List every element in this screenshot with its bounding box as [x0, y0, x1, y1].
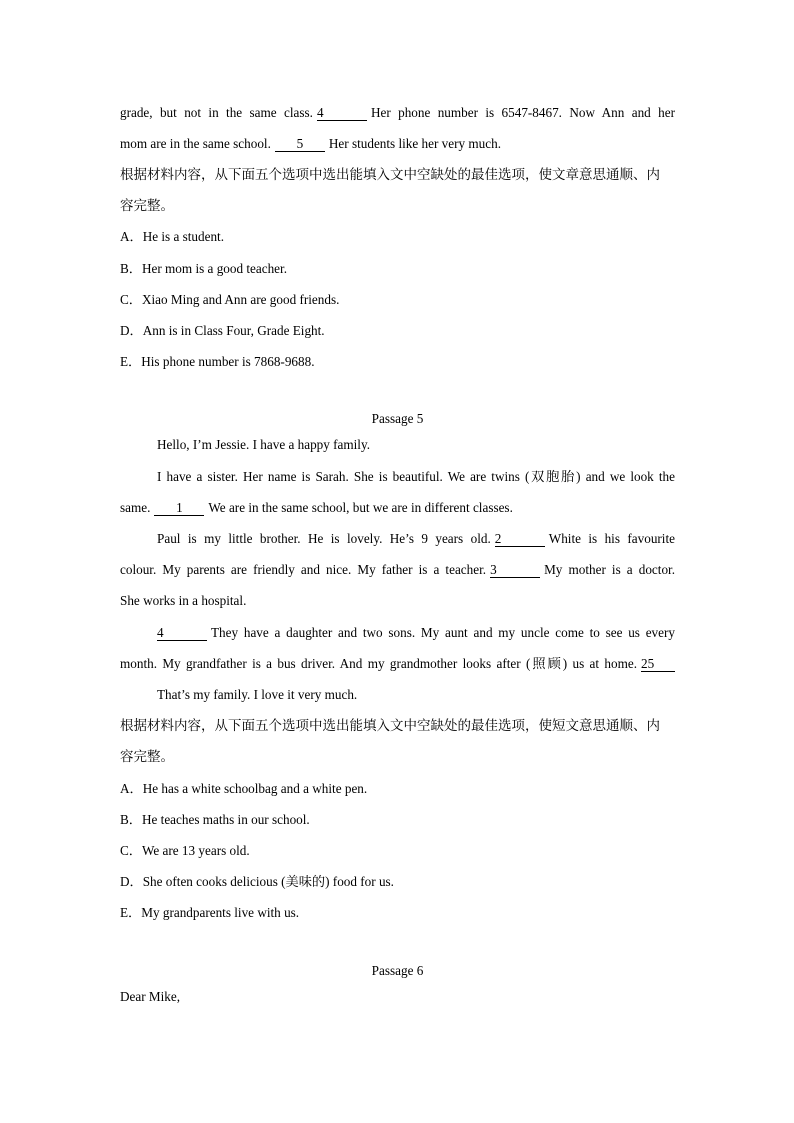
- passage5-option-b: B．He teaches maths in our school.: [120, 812, 310, 827]
- passage5-option-c: C．We are 13 years old.: [120, 843, 250, 858]
- text-segment: mom are in the same school.: [120, 136, 271, 151]
- text-segment: My mother is a doctor.: [544, 562, 675, 577]
- answer-blank: 5: [275, 136, 325, 152]
- answer-blank: 25: [641, 656, 675, 672]
- passage5-instruction-line-1: 根据材料内容，从下面五个选项中选出能填入文中空缺处的最佳选项，使短文意思通顺、内: [120, 718, 660, 734]
- passage4-option-c: C．Xiao Ming and Ann are good friends.: [120, 292, 340, 307]
- passage5-paragraph-4-line-1: [157, 624, 675, 642]
- text-segment: colour. My parents are friendly and nice. My father is a teacher.: [120, 562, 487, 577]
- text-segment: They have a daughter and two sons. My aunt and my uncle come to see us every: [211, 625, 675, 640]
- passage5-option-a: A．He has a white schoolbag and a white pen.: [120, 781, 368, 796]
- passage5-option-d: D．She often cooks delicious (美味的) food for us.: [120, 874, 394, 889]
- passage5-paragraph-2-line-1: I have a sister. Her name is Sarah. She is beautiful. We are twins (双胞胎) and we look the: [157, 469, 675, 484]
- passage5-paragraph-5: That’s my family. I love it very much.: [157, 687, 358, 702]
- passage5-option-e: E．My grandparents live with us.: [120, 905, 300, 920]
- passage6-title: Passage 6: [371, 963, 424, 978]
- text-segment: Her phone number is 6547-8467. Now Ann and her: [370, 105, 675, 120]
- text-segment: Her students like her very much.: [328, 136, 502, 151]
- answer-blank: 3: [490, 562, 540, 578]
- answer-blank: 4: [317, 105, 367, 121]
- passage5-paragraph-1: Hello, I’m Jessie. I have a happy family.: [157, 437, 371, 452]
- answer-blank: 4: [157, 625, 207, 641]
- text-segment: We are in the same school, but we are in different classes.: [208, 500, 513, 515]
- passage5-paragraph-3-line-3: She works in a hospital.: [120, 593, 247, 608]
- passage4-line-1: [120, 104, 675, 122]
- passage5-title: Passage 5: [371, 411, 424, 426]
- passage5-paragraph-2-line-2: [120, 499, 675, 517]
- passage4-option-b: B．Her mom is a good teacher.: [120, 261, 288, 276]
- passage4-option-d: D．Ann is in Class Four, Grade Eight.: [120, 323, 325, 338]
- passage4-option-a: A．He is a student.: [120, 229, 225, 244]
- passage6-greeting: Dear Mike,: [120, 989, 181, 1004]
- passage5-paragraph-3-line-2: [120, 561, 675, 579]
- passage5-paragraph-3-line-1: [157, 530, 675, 548]
- passage4-instruction-line-2: 容完整。: [120, 198, 174, 214]
- text-segment: grade, but not in the same class.: [120, 105, 313, 120]
- text-segment: same.: [120, 500, 151, 515]
- passage5-instruction-line-2: 容完整。: [120, 749, 174, 765]
- text-segment: White is his favourite: [548, 531, 675, 546]
- answer-blank: 2: [495, 531, 545, 547]
- passage4-instruction-line-1: 根据材料内容，从下面五个选项中选出能填入文中空缺处的最佳选项，使文章意思通顺、内: [120, 167, 660, 183]
- passage4-line-2: [120, 135, 675, 153]
- passage4-option-e: E．His phone number is 7868-9688.: [120, 354, 315, 369]
- answer-blank: 1: [154, 500, 204, 516]
- passage5-paragraph-4-line-2: [120, 655, 675, 673]
- text-segment: month. My grandfather is a bus driver. And my grandmother looks after (照顾) us at home.: [120, 656, 637, 671]
- text-segment: Paul is my little brother. He is lovely. He’s 9 years old.: [157, 531, 491, 546]
